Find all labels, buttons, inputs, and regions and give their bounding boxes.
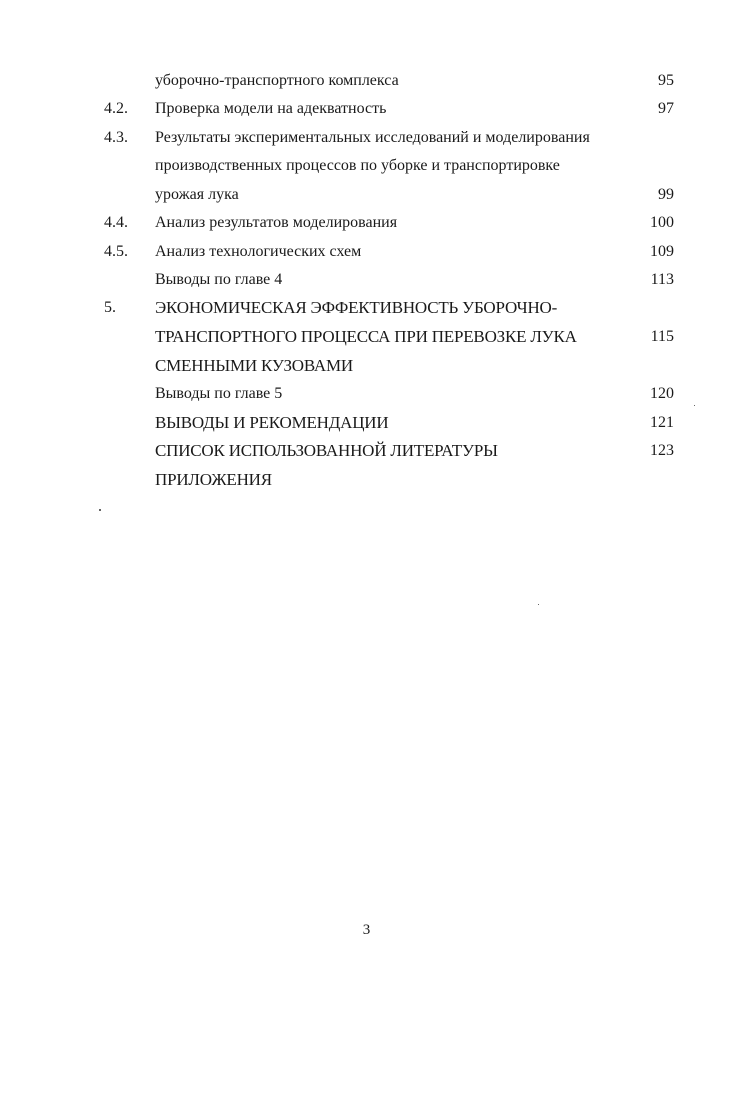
toc-row xyxy=(0,410,733,436)
toc-section-title: Анализ результатов моделирования xyxy=(155,214,398,231)
toc-page-number: 109 xyxy=(650,243,674,260)
toc-section-number: 4.4. xyxy=(104,214,128,231)
toc-page-number: 115 xyxy=(650,328,674,345)
toc-page-number: 113 xyxy=(650,271,674,288)
toc-section-title: ЭКОНОМИЧЕСКАЯ ЭФФЕКТИВНОСТЬ УБОРОЧНО- xyxy=(155,298,558,317)
toc-section-number: 5. xyxy=(104,299,116,316)
toc-section-title: уборочно-транспортного комплекса xyxy=(155,72,399,89)
toc-section-title: Результаты экспериментальных исследований и моделирования xyxy=(155,129,590,146)
toc-row xyxy=(0,324,733,350)
toc-section-title: Анализ технологических схем xyxy=(155,243,362,260)
toc-row xyxy=(0,295,733,321)
toc-section-title: СПИСОК ИСПОЛЬЗОВАННОЙ ЛИТЕРАТУРЫ xyxy=(155,441,498,460)
toc-page-number: 97 xyxy=(658,100,674,117)
scan-speck xyxy=(694,405,695,406)
scan-speck xyxy=(99,509,101,511)
toc-row xyxy=(0,381,733,407)
toc-row xyxy=(0,182,733,208)
toc-page-number: 120 xyxy=(650,385,674,402)
toc-section-title: Выводы по главе 5 xyxy=(155,385,283,402)
toc-page-number: 95 xyxy=(658,72,674,89)
toc-row xyxy=(0,68,733,94)
toc-section-title: ТРАНСПОРТНОГО ПРОЦЕССА ПРИ ПЕРЕВОЗКЕ ЛУКА xyxy=(155,327,577,346)
toc-section-title: ВЫВОДЫ И РЕКОМЕНДАЦИИ xyxy=(155,413,389,432)
toc-section-title: ПРИЛОЖЕНИЯ xyxy=(155,470,272,489)
toc-row xyxy=(0,153,733,179)
toc-section-title: СМЕННЫМИ КУЗОВАМИ xyxy=(155,356,354,375)
toc-section-title: Выводы по главе 4 xyxy=(155,271,283,288)
toc-row xyxy=(0,267,733,293)
toc-section-title: урожая лука xyxy=(155,186,239,203)
toc-section-title: Проверка модели на адекватность xyxy=(155,100,387,117)
toc-row xyxy=(0,438,733,464)
toc-page-number: 100 xyxy=(650,214,674,231)
toc-row xyxy=(0,353,733,379)
toc-page-number: 99 xyxy=(658,186,674,203)
toc-section-number: 4.2. xyxy=(104,100,128,117)
toc-section-number: 4.5. xyxy=(104,243,128,260)
toc-row xyxy=(0,467,733,493)
toc-row xyxy=(0,239,733,265)
toc-row xyxy=(0,125,733,151)
toc-section-number: 4.3. xyxy=(104,129,128,146)
toc-section-title: производственных процессов по уборке и транспортировке xyxy=(155,157,560,174)
scan-speck xyxy=(538,604,539,605)
toc-row xyxy=(0,96,733,122)
toc-row xyxy=(0,210,733,236)
toc-page-number: 121 xyxy=(650,414,674,431)
toc-page-number: 123 xyxy=(650,442,674,459)
page-number: 3 xyxy=(362,922,371,938)
